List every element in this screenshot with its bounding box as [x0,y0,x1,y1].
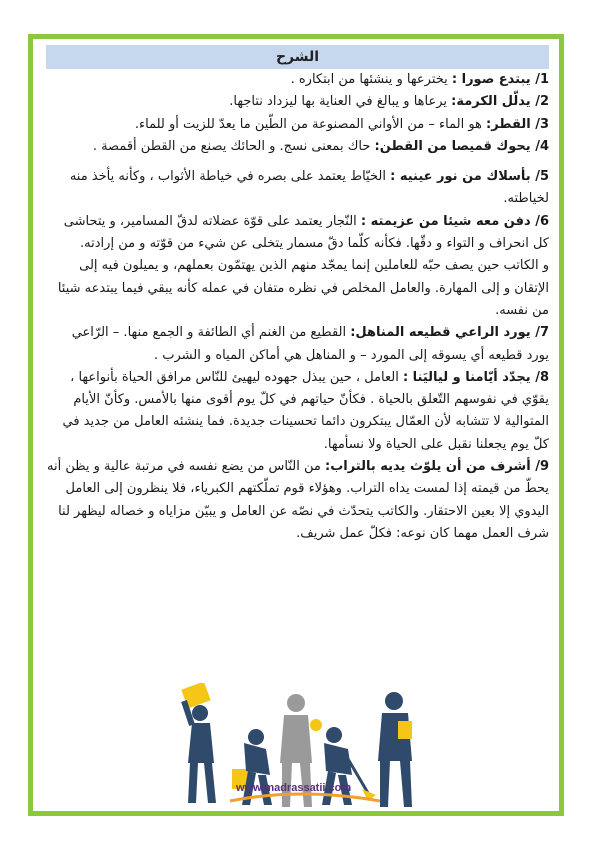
item-term: 8/ يجدّد أيّامنا و لياليَنا : [402,369,549,385]
worker-figure [378,692,412,807]
item-2 [46,91,549,113]
item-1 [46,69,549,91]
item-term: 7/ يورد الراعي قطيعه المناهل: [350,325,549,341]
website-footer[interactable]: www.madrassatii.com [236,782,352,794]
item-text: يرعاها و يبالغ في العناية بها ليزداد نتاجها. [229,94,452,110]
item-text: هو الماء – من الأواني المصنوعة من الطّين ما يعدّ للزيت أو للماء. [134,116,487,132]
item-text: الخيّاط يعتمد على بصره في خياطة الأثواب ، وكأنه يأخذ منه لخياطته. [69,169,549,207]
section-header: الشرح [46,45,549,69]
item-term: 6/ دفن معه شيئا من عزيمته : [360,213,549,229]
item-7 [46,322,549,367]
item-text: النّجار يعتمد على قوّة عضلاته لدقّ المسامير، و يتحاشى كل انحراف و التواء و دقّها. فكأنه كلّما دقّ مسمار يتخلى عن شيء من قوّته و من إرادته. [63,213,549,252]
item-3 [46,114,549,136]
writer-paragraph: و الكاتب حين يصف حبّه للعاملين إنما يمجّد منهم الذين يهتمّون بعملهم، و يميلون فيه إلى الإتقان و إلى المهارة. والعامل المخلص في نظره متفان في عمله كأنه يبقي فيما يبتدعه شيئا من نفسه. [57,258,549,318]
item-text: القطيع من الغنم أي الطائفة و الجمع منها. – الرّاعي يورد قطيعه أي يسوقه إلى المورد – و المناهل هي أماكن المياه و الشرب . [71,325,549,363]
item-term: 5/ بأسلاك من نور عينيه : [390,169,549,185]
item-term: 9/ أشرف من أن يلوّث يديه بالتراب: [325,459,549,475]
item-6 [46,211,549,256]
item-text: حاك بمعنى نسج. و الحائك يصنع من القطن أقمصة . [92,138,375,154]
item-term: 1/ يبتدع صورا : [451,72,549,87]
item-text: العامل ، حين يبذل جهوده ليهيئ للنّاس مرافق الحياة بأنواعها ، يقوّي في نفوسهم التّعلق بالحياة . فكأنّ حياتهم في كلّ يوم أقوى منها بالأمس. وكأنّ الأيام المتوالية لا تتشابه لأن العمّال يبتكرون دائما تحسينات جديدة. فما ينشئه العامل من جديد في كلّ يوم يجعلنا نقبل على الحياة ولا نسأمها. [62,369,549,452]
item-term: 3/ القطر: [486,116,549,132]
item-9 [46,456,549,545]
item-8 [46,367,549,456]
item-4 [46,136,549,158]
item-5 [46,166,549,211]
item-text: من النّاس من يضع نفسه في مرتبة عالية و يظن أنه يحطّ من قيمته إذا لمست يداه التراب. وهؤلاء قوم تملّكتهم الكبرياء، فلا ينظرون إلى العامل اليدوي إلا بعين الاحتقار. والكاتب يتحدّث في نصّه عن العامل و يبيّن مزاياه و خصاله ليظهر لنا شرف العمل مهما كان نوعه: فكلّ عمل شريف. [47,459,549,541]
item-term: 2/ يدلّل الكرمة: [451,94,549,110]
worker-figure [181,683,216,803]
explanation-body [46,69,549,545]
document-content [46,45,549,545]
item-term: 4/ يحوك قميصا من القطن: [374,138,549,154]
item-text: يخترعها و ينشئها من ابتكاره . [290,72,452,87]
